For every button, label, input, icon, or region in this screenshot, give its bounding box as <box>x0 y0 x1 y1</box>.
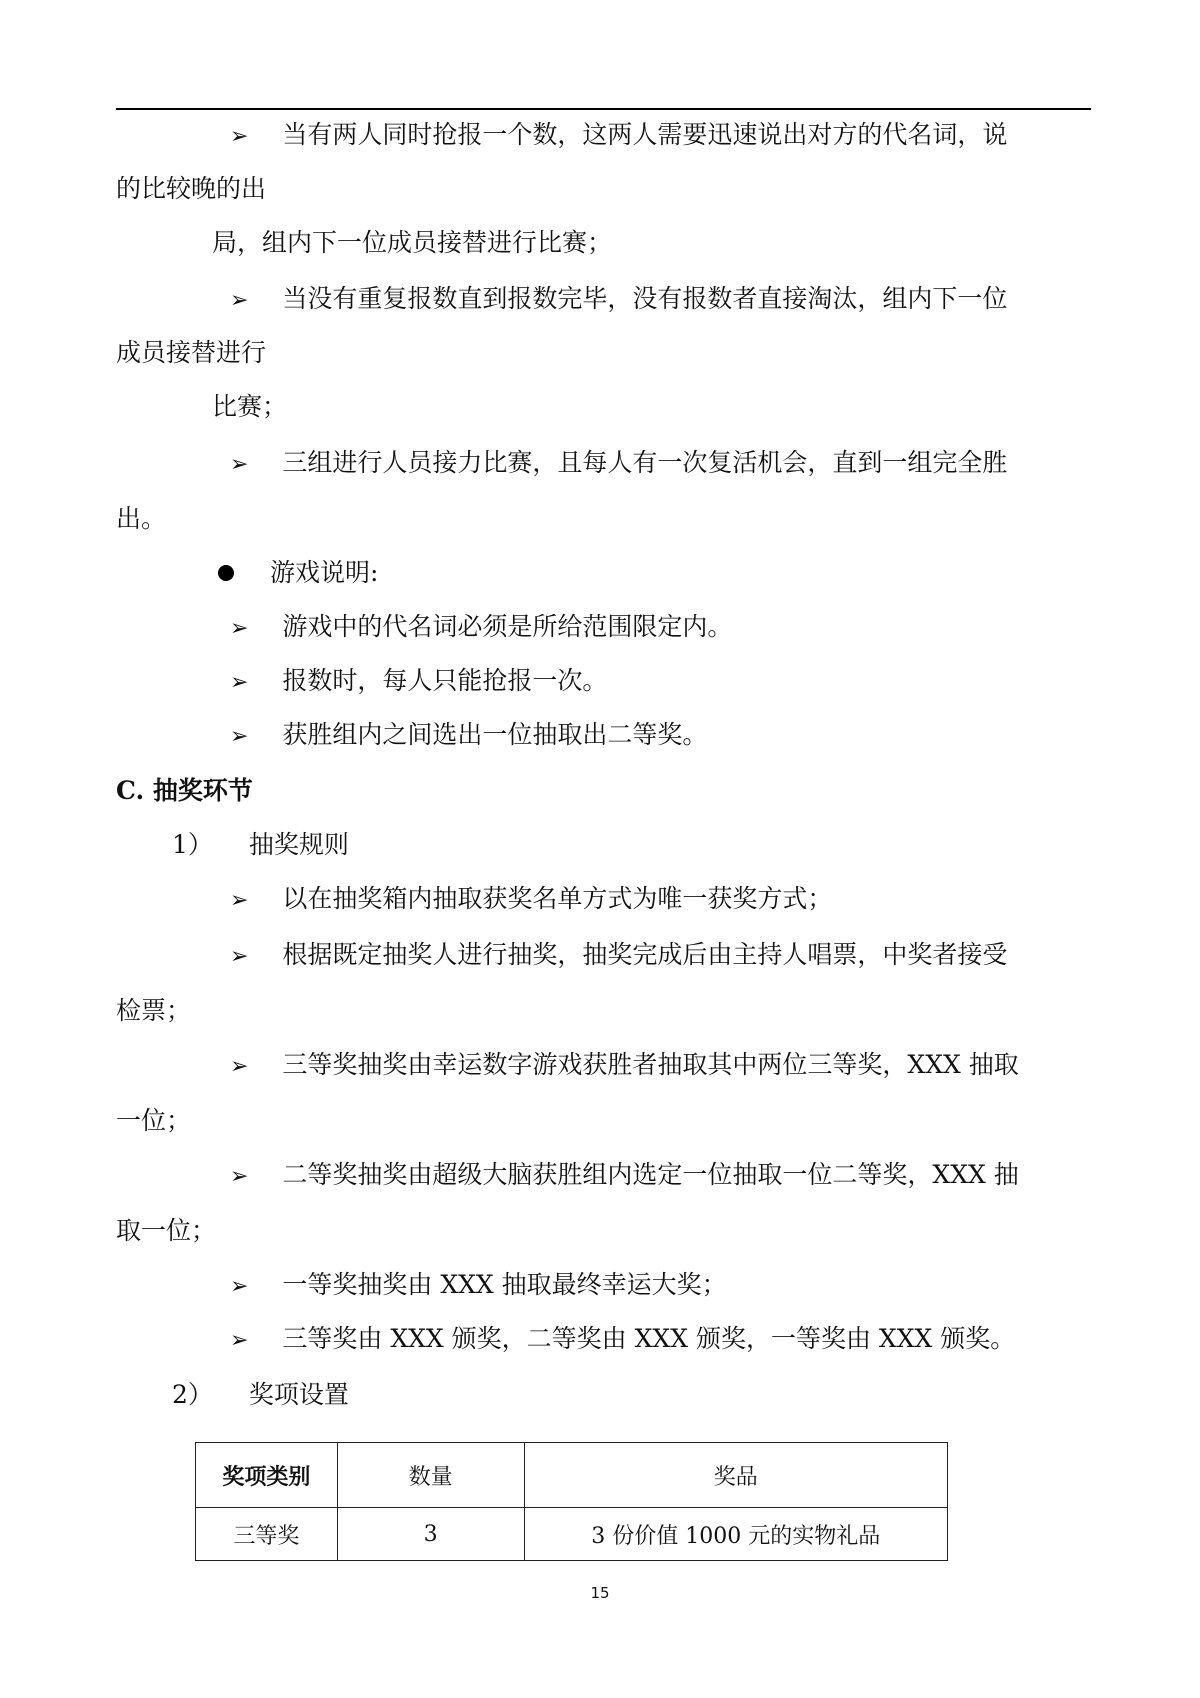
line-text: 根据既定抽奖人进行抽奖，抽奖完成后由主持人唱票，中奖者接受 <box>282 940 1008 969</box>
line-text: 的比较晚的出 <box>116 174 267 203</box>
line-text: 比赛； <box>212 392 288 421</box>
paragraph-line <box>218 556 378 590</box>
arrow-bullet-icon: ➢ <box>230 1164 249 1189</box>
arrow-bullet-icon: ➢ <box>230 616 249 641</box>
line-text: 报数时，每人只能抢报一次。 <box>282 666 608 695</box>
line-text: 一位； <box>116 1106 192 1135</box>
paragraph-line <box>116 502 166 536</box>
arrow-bullet-icon: ➢ <box>230 1274 249 1299</box>
paragraph-line <box>230 1048 1019 1084</box>
numbered-heading <box>172 828 349 862</box>
line-text: 成员接替进行 <box>116 338 267 367</box>
line-text: 游戏说明: <box>269 558 379 587</box>
line-text: 游戏中的代名词必须是所给范围限定内。 <box>282 612 733 641</box>
arrow-bullet-icon: ➢ <box>230 670 249 695</box>
line-text: 奖项设置 <box>248 1380 349 1409</box>
table-header-cell: 数量 <box>337 1443 524 1508</box>
header-rule <box>116 108 1091 110</box>
paragraph-line <box>230 718 707 754</box>
paragraph-line <box>230 664 607 700</box>
paragraph-line <box>230 1158 1019 1194</box>
table-header-cell: 奖品 <box>524 1443 947 1508</box>
arrow-bullet-icon: ➢ <box>230 124 249 149</box>
line-text: 当有两人同时抢报一个数，这两人需要迅速说出对方的代名词，说 <box>282 120 1008 149</box>
table-cell: 3 <box>337 1508 524 1561</box>
paragraph-line <box>212 390 287 424</box>
table-row <box>196 1508 948 1561</box>
paragraph-line <box>116 1104 191 1138</box>
arrow-bullet-icon: ➢ <box>230 724 249 749</box>
line-text: 二等奖抽奖由超级大脑获胜组内选定一位抽取一位二等奖，XXX 抽 <box>282 1160 1019 1189</box>
section-heading <box>116 774 253 808</box>
paragraph-line <box>230 610 732 646</box>
table-cell: 三等奖 <box>196 1508 338 1561</box>
arrow-bullet-icon: ➢ <box>230 888 249 913</box>
paragraph-line <box>230 882 832 918</box>
section-heading-text: C. 抽奖环节 <box>116 776 253 805</box>
numbered-heading <box>172 1378 349 1412</box>
line-text: 检票； <box>116 996 192 1025</box>
table-cell: 3 份价值 1000 元的实物礼品 <box>524 1508 947 1561</box>
arrow-bullet-icon: ➢ <box>230 288 249 313</box>
paragraph-line <box>116 994 191 1028</box>
paragraph-line <box>230 282 1007 318</box>
line-text: 抽奖规则 <box>248 830 349 859</box>
arrow-bullet-icon: ➢ <box>230 1054 249 1079</box>
line-text: 获胜组内之间选出一位抽取出二等奖。 <box>282 720 708 749</box>
line-text: 三等奖由 XXX 颁奖，二等奖由 XXX 颁奖，一等奖由 XXX 颁奖。 <box>282 1324 1016 1353</box>
arrow-bullet-icon: ➢ <box>230 944 249 969</box>
paragraph-line <box>116 1214 216 1248</box>
line-text: 当没有重复报数直到报数完毕，没有报数者直接淘汰，组内下一位 <box>282 284 1008 313</box>
arrow-bullet-icon: ➢ <box>230 452 249 477</box>
paragraph-line <box>116 172 266 206</box>
table-header-cell: 奖项类别 <box>196 1443 338 1508</box>
list-number: 2） <box>172 1380 213 1409</box>
line-text: 三等奖抽奖由幸运数字游戏获胜者抽取其中两位三等奖，XXX 抽取 <box>282 1050 1019 1079</box>
paragraph-line <box>230 1268 727 1304</box>
list-number: 1） <box>172 830 213 859</box>
paragraph-line <box>230 446 1007 482</box>
filled-circle-bullet-icon <box>218 565 234 581</box>
page-number: 15 <box>590 1584 610 1602</box>
paragraph-line <box>230 938 1007 974</box>
paragraph-line <box>230 118 1007 154</box>
awards-table <box>195 1442 948 1561</box>
line-text: 出。 <box>116 504 167 533</box>
line-text: 以在抽奖箱内抽取获奖名单方式为唯一获奖方式； <box>282 884 833 913</box>
line-text: 三组进行人员接力比赛，且每人有一次复活机会，直到一组完全胜 <box>282 448 1008 477</box>
paragraph-line <box>212 226 612 260</box>
paragraph-line <box>230 1322 1015 1358</box>
paragraph-line <box>116 336 266 370</box>
arrow-bullet-icon: ➢ <box>230 1328 249 1353</box>
table-header-row <box>196 1443 948 1508</box>
line-text: 一等奖抽奖由 XXX 抽取最终幸运大奖； <box>282 1270 727 1299</box>
line-text: 取一位； <box>116 1216 217 1245</box>
line-text: 局，组内下一位成员接替进行比赛； <box>212 228 613 257</box>
